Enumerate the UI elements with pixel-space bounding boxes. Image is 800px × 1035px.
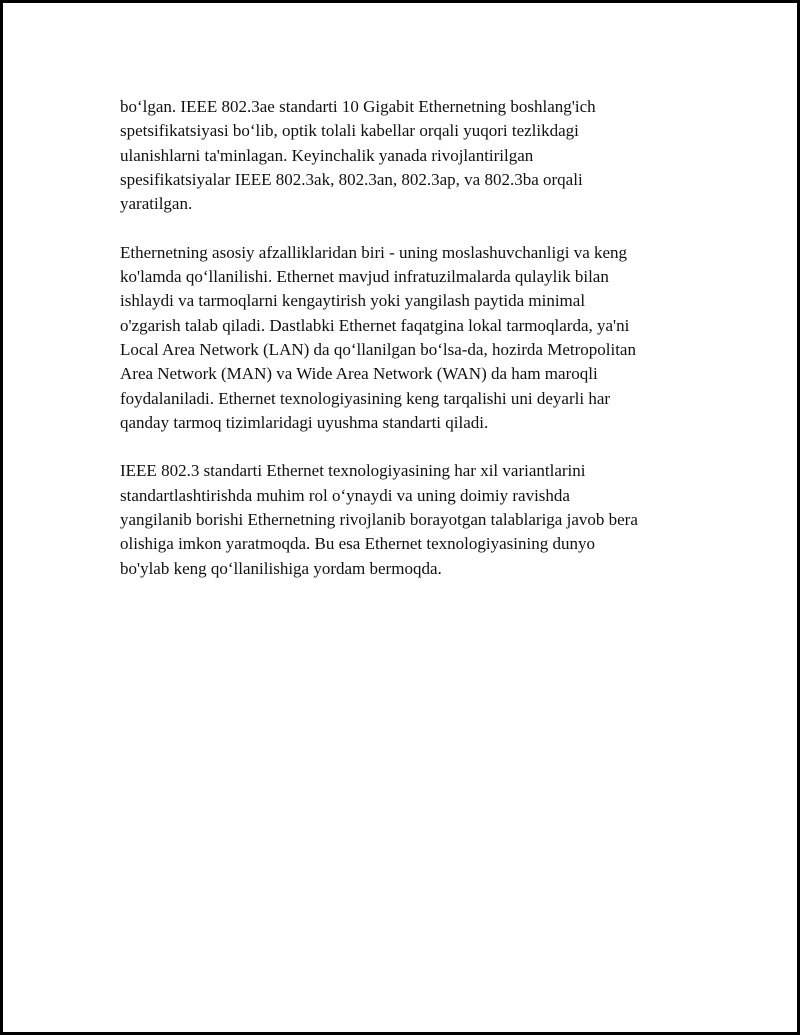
text-line: ko'lamda qo‘llanilishi. Ethernet mavjud infratuzilmalarda qulaylik bilan bbox=[120, 267, 609, 287]
text-line: o'zgarish talab qiladi. Dastlabki Ethernet faqatgina lokal tarmoqlarda, ya'ni bbox=[120, 315, 630, 335]
text-line: Local Area Network (LAN) da qo‘llanilgan bo‘lsa-da, hozirda Metropolitan bbox=[120, 339, 636, 359]
text-line: standartlashtirishda muhim rol o‘ynaydi va uning doimiy ravishda bbox=[120, 485, 570, 505]
text-line: spesifikatsiyalar IEEE 802.3ak, 802.3an, 802.3ap, va 802.3ba orqali bbox=[120, 169, 583, 189]
text-line: yangilanib borishi Ethernetning rivojlanib borayotgan talablariga javob bera bbox=[120, 510, 638, 530]
text-line: ulanishlarni ta'minlagan. Keyinchalik yanada rivojlantirilgan bbox=[120, 145, 534, 165]
text-line: spetsifikatsiyasi bo‘lib, optik tolali kabellar orqali yuqori tezlikdagi bbox=[120, 121, 579, 141]
text-line: ishlaydi va tarmoqlarni kengaytirish yoki yangilash paytida minimal bbox=[120, 291, 586, 311]
text-line: bo'ylab keng qo‘llanilishiga yordam bermoqda. bbox=[120, 558, 442, 578]
text-line: yaratilgan. bbox=[120, 194, 193, 214]
text-line: bo‘lgan. IEEE 802.3ae standarti 10 Gigabit Ethernetning boshlang'ich bbox=[120, 97, 596, 116]
paragraph-1 bbox=[120, 95, 700, 216]
paragraph-3 bbox=[120, 459, 700, 580]
text-line: foydalaniladi. Ethernet texnologiyasining keng tarqalishi uni deyarli har bbox=[120, 388, 611, 408]
text-line: olishiga imkon yaratmoqda. Bu esa Ethernet texnologiyasining dunyo bbox=[120, 534, 595, 554]
text-line: IEEE 802.3 standarti Ethernet texnologiyasining har xil variantlarini bbox=[120, 461, 586, 481]
document-body bbox=[120, 95, 700, 605]
text-line: qanday tarmoq tizimlaridagi uyushma standarti qiladi. bbox=[120, 412, 489, 432]
text-line: Area Network (MAN) va Wide Area Network (WAN) da ham maroqli bbox=[120, 364, 598, 384]
paragraph-2 bbox=[120, 241, 700, 435]
text-line: Ethernetning asosiy afzalliklaridan biri - uning moslashuvchanligi va keng bbox=[120, 242, 628, 262]
